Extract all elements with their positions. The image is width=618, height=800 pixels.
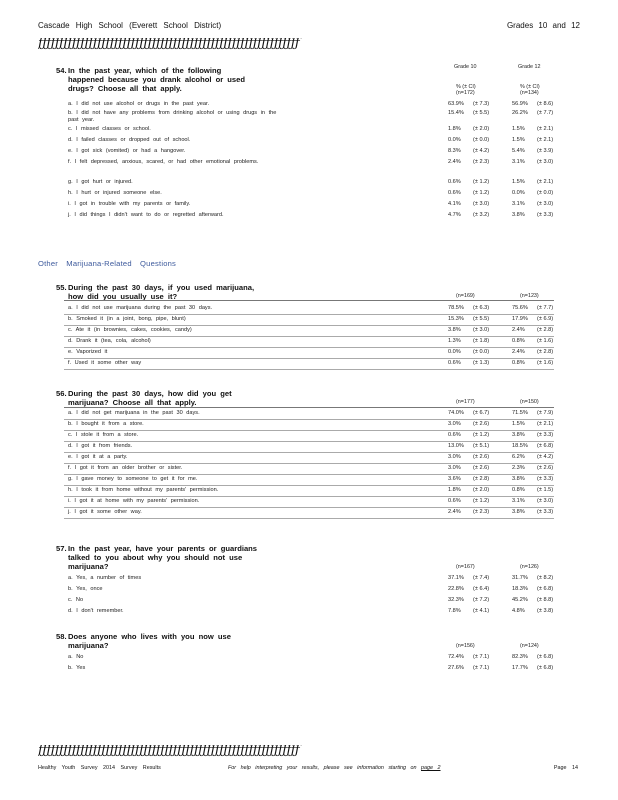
answer-text: d. I failed classes or dropped out of school.: [68, 137, 191, 143]
grade-12-percent: 1.5%: [512, 126, 525, 132]
answer-row: [56, 665, 576, 676]
grade-12-ci: (± 3.0): [537, 498, 554, 504]
row-separator: [64, 325, 554, 326]
answer-row: [56, 608, 576, 619]
page-number: Page 14: [553, 765, 578, 771]
grade-10-ci: (± 2.6): [473, 465, 490, 471]
grade-10-n: (n=156): [456, 643, 475, 649]
grade-12-ci: (± 3.0): [537, 159, 554, 165]
question-54: [56, 64, 576, 96]
answer-text: f. Used it some other way: [68, 360, 142, 366]
grade-10-percent: 0.6%: [448, 190, 461, 196]
row-separator: [64, 496, 554, 497]
grade-12-ci: (± 3.3): [537, 476, 554, 482]
grade-12-percent: 3.8%: [512, 432, 525, 438]
grade-12-percent: 5.4%: [512, 148, 525, 154]
ci-header-12: % (± CI): [520, 84, 540, 90]
grade-10-percent: 78.5%: [448, 305, 464, 311]
grade-10-ci: (± 1.2): [473, 432, 490, 438]
footer-help-text: [228, 765, 441, 771]
grade-10-n: (n=167): [456, 564, 475, 570]
grade-10-n: (n=172): [456, 90, 475, 96]
row-separator: [64, 518, 554, 519]
answer-row: [56, 101, 576, 110]
answer-text: b. I bought it from a store.: [68, 421, 144, 427]
grade-10-n: (n=177): [456, 399, 475, 405]
question-line: how did you usually use it?: [68, 292, 178, 301]
grade-12-ci: (± 2.8): [537, 327, 554, 333]
question-line: marijuana?: [68, 641, 109, 650]
answer-text: e. I got sick (vomited) or had a hangover.: [68, 148, 186, 154]
row-separator: [64, 485, 554, 486]
answer-row: [56, 190, 576, 201]
grade-10-percent: 32.3%: [448, 597, 464, 603]
question-56-text: [56, 389, 286, 407]
grade-12-ci: (± 6.8): [537, 654, 554, 660]
grade-12-ci: (± 3.3): [537, 509, 554, 515]
grade-12-ci: (± 7.7): [537, 110, 554, 116]
answer-text: d. Drank it (tea, cola, alcohol): [68, 338, 151, 344]
grade-12-percent: 31.7%: [512, 575, 528, 581]
grade-10-ci: (± 3.0): [473, 327, 490, 333]
section-title: Other Marijuana-Related Questions: [38, 259, 177, 268]
grade-10-percent: 15.3%: [448, 316, 464, 322]
answer-text: e. I got it at a party.: [68, 454, 128, 460]
answer-row: [56, 597, 576, 608]
question-line: marijuana? Choose all that apply.: [68, 398, 197, 407]
question-number: 58.: [56, 632, 67, 641]
grade-10-percent: 13.0%: [448, 443, 464, 449]
grade-10-percent: 2.4%: [448, 509, 461, 515]
grade-10-ci: (± 6.7): [473, 410, 490, 416]
grade-12-ci: (± 0.0): [537, 190, 554, 196]
answer-row: [56, 126, 576, 137]
question-57: [56, 544, 576, 571]
table-rule: [64, 300, 554, 301]
answer-row: [56, 586, 576, 597]
answer-text: i. I got in trouble with my parents or family.: [68, 201, 191, 207]
grade-10-percent: 0.6%: [448, 179, 461, 185]
answer-text: i. I got it at home with my parents' permission.: [68, 498, 200, 504]
answer-text: a. I did not use alcohol or drugs in the past year.: [68, 101, 210, 107]
question-57-text: [56, 544, 286, 571]
grade-12-ci: (± 6.8): [537, 586, 554, 592]
answer-row: [56, 179, 576, 190]
grade-12-percent: 3.1%: [512, 498, 525, 504]
grade-10-percent: 22.8%: [448, 586, 464, 592]
grade-10-ci: (± 4.1): [473, 608, 490, 614]
grade-10-ci: (± 2.8): [473, 476, 490, 482]
question-number: 54.: [56, 66, 67, 75]
grade-10-percent: 3.0%: [448, 454, 461, 460]
answer-text: g. I gave money to someone to get it for me.: [68, 476, 198, 482]
grade-12-percent: 26.2%: [512, 110, 528, 116]
answer-text: h. I took it from home without my parents' permission.: [68, 487, 219, 493]
answer-text: f. I got it from an older brother or sister.: [68, 465, 183, 471]
answer-text: c. No: [68, 597, 84, 603]
row-separator: [64, 358, 554, 359]
question-line: marijuana?: [68, 562, 109, 571]
grade-10-percent: 72.4%: [448, 654, 464, 660]
answer-row: [56, 110, 576, 126]
row-separator: [64, 430, 554, 431]
grade-12-percent: 6.2%: [512, 454, 525, 460]
grade-12-ci: (± 6.8): [537, 665, 554, 671]
question-line: Does anyone who lives with you now use: [68, 632, 231, 641]
grade-10-percent: 0.6%: [448, 432, 461, 438]
grade-12-percent: 3.1%: [512, 201, 525, 207]
school-name: Cascade High School (Everett School District): [38, 21, 222, 30]
grade-12-percent: 0.8%: [512, 338, 525, 344]
grade-12-n: (n=150): [520, 399, 539, 405]
footer-survey-title: Healthy Youth Survey 2014 Survey Results: [38, 765, 161, 771]
grade-12-n: (n=134): [520, 90, 539, 96]
grade-12-ci: (± 3.3): [537, 432, 554, 438]
grade-10-percent: 1.8%: [448, 487, 461, 493]
question-55: [56, 283, 576, 301]
grade-10-percent: 0.6%: [448, 498, 461, 504]
question-55-text: [56, 283, 286, 301]
grade-12-ci: (± 7.7): [537, 305, 554, 311]
grade-10-ci: (± 2.0): [473, 487, 490, 493]
grade-12-ci: (± 1.6): [537, 360, 554, 366]
grade-12-ci: (± 3.9): [537, 148, 554, 154]
question-number: 55.: [56, 283, 67, 292]
grade-12-percent: 18.5%: [512, 443, 528, 449]
grade-12-ci: (± 2.6): [537, 465, 554, 471]
grade-12-percent: 3.8%: [512, 212, 525, 218]
grade-10-ci: (± 1.2): [473, 498, 490, 504]
grades-label: Grades 10 and 12: [506, 21, 580, 30]
grade-10-percent: 0.0%: [448, 349, 461, 355]
grade-10-percent: 74.0%: [448, 410, 464, 416]
answer-row: [56, 159, 576, 179]
grade-10-ci: (± 7.1): [473, 654, 490, 660]
row-separator: [64, 463, 554, 464]
grade-12-n: (n=123): [520, 293, 539, 299]
grade-12-percent: 2.4%: [512, 349, 525, 355]
grade-10-ci: (± 1.2): [473, 179, 490, 185]
grade-10-percent: 0.0%: [448, 137, 461, 143]
grade-10-ci: (± 7.4): [473, 575, 490, 581]
answer-text: a. I did not get marijuana in the past 30 days.: [68, 410, 200, 416]
grade-10-header: Grade 10: [454, 64, 477, 70]
grade-10-ci: (± 2.3): [473, 509, 490, 515]
grade-10-ci: (± 1.2): [473, 190, 490, 196]
grade-12-ci: (± 1.5): [537, 487, 554, 493]
question-58: [56, 632, 576, 650]
answer-row: [56, 137, 576, 148]
grade-10-ci: (± 1.8): [473, 338, 490, 344]
grade-10-ci: (± 5.1): [473, 443, 490, 449]
answer-text: e. Vaporized it: [68, 349, 108, 355]
question-line: talked to you about why you should not use: [68, 553, 243, 562]
grade-12-percent: 2.4%: [512, 327, 525, 333]
grade-10-ci: (± 2.0): [473, 126, 490, 132]
question-line: drugs? Choose all that apply.: [68, 84, 182, 93]
grade-12-ci: (± 8.6): [537, 101, 554, 107]
row-separator: [64, 452, 554, 453]
bottom-divider: ƒƒƒƒƒƒƒƒƒƒƒƒƒƒƒƒƒƒƒƒƒƒƒƒƒƒƒƒƒƒƒƒƒƒƒƒƒƒƒƒƒƒƒƒƒƒƒƒƒƒƒƒƒƒƒƒƒƒƒƒƒƒ: [38, 745, 300, 757]
grade-10-percent: 3.0%: [448, 421, 461, 427]
answer-row: [56, 575, 576, 586]
row-separator: [64, 507, 554, 508]
grade-12-ci: (± 2.1): [537, 137, 554, 143]
grade-10-ci: (± 0.0): [473, 137, 490, 143]
grade-10-ci: (± 0.0): [473, 349, 490, 355]
row-separator: [64, 441, 554, 442]
grade-10-percent: 3.0%: [448, 465, 461, 471]
question-54-text: [56, 66, 286, 93]
answer-text: c. I stole it from a store.: [68, 432, 139, 438]
grade-12-percent: 3.8%: [512, 476, 525, 482]
grade-12-ci: (± 8.2): [537, 575, 554, 581]
grade-12-percent: 17.7%: [512, 665, 528, 671]
row-separator: [64, 347, 554, 348]
question-line: In the past year, have your parents or guardians: [68, 544, 258, 553]
grade-10-n: (n=169): [456, 293, 475, 299]
grade-12-n: (n=124): [520, 643, 539, 649]
grade-12-ci: (± 3.0): [537, 201, 554, 207]
grade-12-percent: 56.9%: [512, 101, 528, 107]
answer-text: a. Yes, a number of times: [68, 575, 142, 581]
answer-text: c. I missed classes or school.: [68, 126, 151, 132]
answer-text: b. Yes, once: [68, 586, 103, 592]
grade-12-ci: (± 1.6): [537, 338, 554, 344]
question-line: happened because you drank alcohol or used: [68, 75, 245, 84]
grade-12-percent: 3.1%: [512, 159, 525, 165]
question-number: 57.: [56, 544, 67, 553]
answer-text: a. No: [68, 654, 84, 660]
row-separator: [64, 336, 554, 337]
grade-12-header: Grade 12: [518, 64, 541, 70]
grade-12-percent: 82.3%: [512, 654, 528, 660]
grade-12-percent: 4.8%: [512, 608, 525, 614]
answer-text: b. Smoked it (in a joint, bong, pipe, blunt): [68, 316, 186, 322]
question-56: [56, 389, 576, 407]
grade-12-ci: (± 2.1): [537, 421, 554, 427]
answer-row: [56, 212, 576, 223]
grade-12-ci: (± 4.2): [537, 454, 554, 460]
grade-10-percent: 2.4%: [448, 159, 461, 165]
grade-12-percent: 0.8%: [512, 487, 525, 493]
grade-12-ci: (± 6.9): [537, 316, 554, 322]
answer-row: [56, 201, 576, 212]
grade-10-percent: 27.6%: [448, 665, 464, 671]
ci-header-10: % (± CI): [456, 84, 476, 90]
row-separator: [64, 474, 554, 475]
grade-10-ci: (± 5.5): [473, 316, 490, 322]
answer-text: d. I don't remember.: [68, 608, 124, 614]
grade-10-percent: 4.7%: [448, 212, 461, 218]
grade-12-ci: (± 7.9): [537, 410, 554, 416]
grade-10-ci: (± 5.5): [473, 110, 490, 116]
grade-10-ci: (± 1.3): [473, 360, 490, 366]
grade-10-ci: (± 6.3): [473, 305, 490, 311]
grade-12-percent: 0.8%: [512, 360, 525, 366]
grade-10-percent: 37.1%: [448, 575, 464, 581]
question-line: During the past 30 days, if you used marijuana,: [68, 283, 255, 292]
grade-12-percent: 75.6%: [512, 305, 528, 311]
grade-10-ci: (± 2.6): [473, 421, 490, 427]
grade-10-ci: (± 7.1): [473, 665, 490, 671]
grade-12-ci: (± 8.8): [537, 597, 554, 603]
answer-row: [56, 148, 576, 159]
grade-10-percent: 3.8%: [448, 327, 461, 333]
grade-12-ci: (± 3.3): [537, 212, 554, 218]
grade-10-percent: 4.1%: [448, 201, 461, 207]
answer-row: [56, 654, 576, 665]
grade-12-percent: 1.5%: [512, 179, 525, 185]
page-link[interactable]: page 2: [421, 765, 441, 771]
top-divider: ƒƒƒƒƒƒƒƒƒƒƒƒƒƒƒƒƒƒƒƒƒƒƒƒƒƒƒƒƒƒƒƒƒƒƒƒƒƒƒƒƒƒƒƒƒƒƒƒƒƒƒƒƒƒƒƒƒƒƒƒƒƒ: [38, 38, 300, 50]
grade-10-percent: 1.8%: [448, 126, 461, 132]
answer-text: a. I did not use marijuana during the past 30 days.: [68, 305, 213, 311]
answer-text: c. Ate it (in brownies, cakes, cookies, candy): [68, 327, 192, 333]
grade-12-ci: (± 2.1): [537, 126, 554, 132]
question-line: During the past 30 days, how did you get: [68, 389, 232, 398]
grade-12-percent: 71.5%: [512, 410, 528, 416]
answer-text: b. I did not have any problems from drinking alcohol or using drugs in the past year.: [68, 110, 277, 123]
answer-text: g. I got hurt or injured.: [68, 179, 133, 185]
row-separator: [64, 314, 554, 315]
grade-10-percent: 15.4%: [448, 110, 464, 116]
grade-10-percent: 0.6%: [448, 360, 461, 366]
grade-12-ci: (± 3.8): [537, 608, 554, 614]
grade-12-percent: 1.5%: [512, 137, 525, 143]
table-rule: [64, 407, 554, 408]
grade-10-ci: (± 4.2): [473, 148, 490, 154]
grade-10-ci: (± 6.4): [473, 586, 490, 592]
grade-10-percent: 1.3%: [448, 338, 461, 344]
answer-text: f. I felt depressed, anxious, scared, or had other emotional problems.: [68, 159, 259, 165]
grade-12-percent: 0.0%: [512, 190, 525, 196]
answer-text: j. I did things I didn't want to do or regretted afterward.: [68, 212, 224, 218]
grade-10-ci: (± 2.3): [473, 159, 490, 165]
grade-10-ci: (± 7.3): [473, 101, 490, 107]
grade-12-percent: 1.5%: [512, 421, 525, 427]
answer-text: h. I hurt or injured someone else.: [68, 190, 162, 196]
question-line: In the past year, which of the following: [68, 66, 222, 75]
grade-12-percent: 3.8%: [512, 509, 525, 515]
grade-12-percent: 17.9%: [512, 316, 528, 322]
grade-10-ci: (± 7.2): [473, 597, 490, 603]
answer-text: b. Yes: [68, 665, 86, 671]
grade-10-percent: 3.6%: [448, 476, 461, 482]
footer-help-sentence: For help interpreting your results, please see information starting on: [228, 765, 417, 771]
grade-10-percent: 63.9%: [448, 101, 464, 107]
answer-text: j. I got it some other way.: [68, 509, 142, 515]
grade-12-ci: (± 2.1): [537, 179, 554, 185]
question-58-text: [56, 632, 286, 650]
grade-12-percent: 18.3%: [512, 586, 528, 592]
answer-text: d. I got it from friends.: [68, 443, 133, 449]
grade-10-ci: (± 3.2): [473, 212, 490, 218]
row-separator: [64, 369, 554, 370]
grade-12-percent: 45.2%: [512, 597, 528, 603]
grade-12-ci: (± 2.8): [537, 349, 554, 355]
grade-10-percent: 7.8%: [448, 608, 461, 614]
question-number: 56.: [56, 389, 67, 398]
grade-12-ci: (± 6.8): [537, 443, 554, 449]
grade-10-ci: (± 3.0): [473, 201, 490, 207]
grade-10-percent: 8.3%: [448, 148, 461, 154]
grade-10-ci: (± 2.6): [473, 454, 490, 460]
grade-12-n: (n=126): [520, 564, 539, 570]
row-separator: [64, 419, 554, 420]
grade-12-percent: 2.3%: [512, 465, 525, 471]
